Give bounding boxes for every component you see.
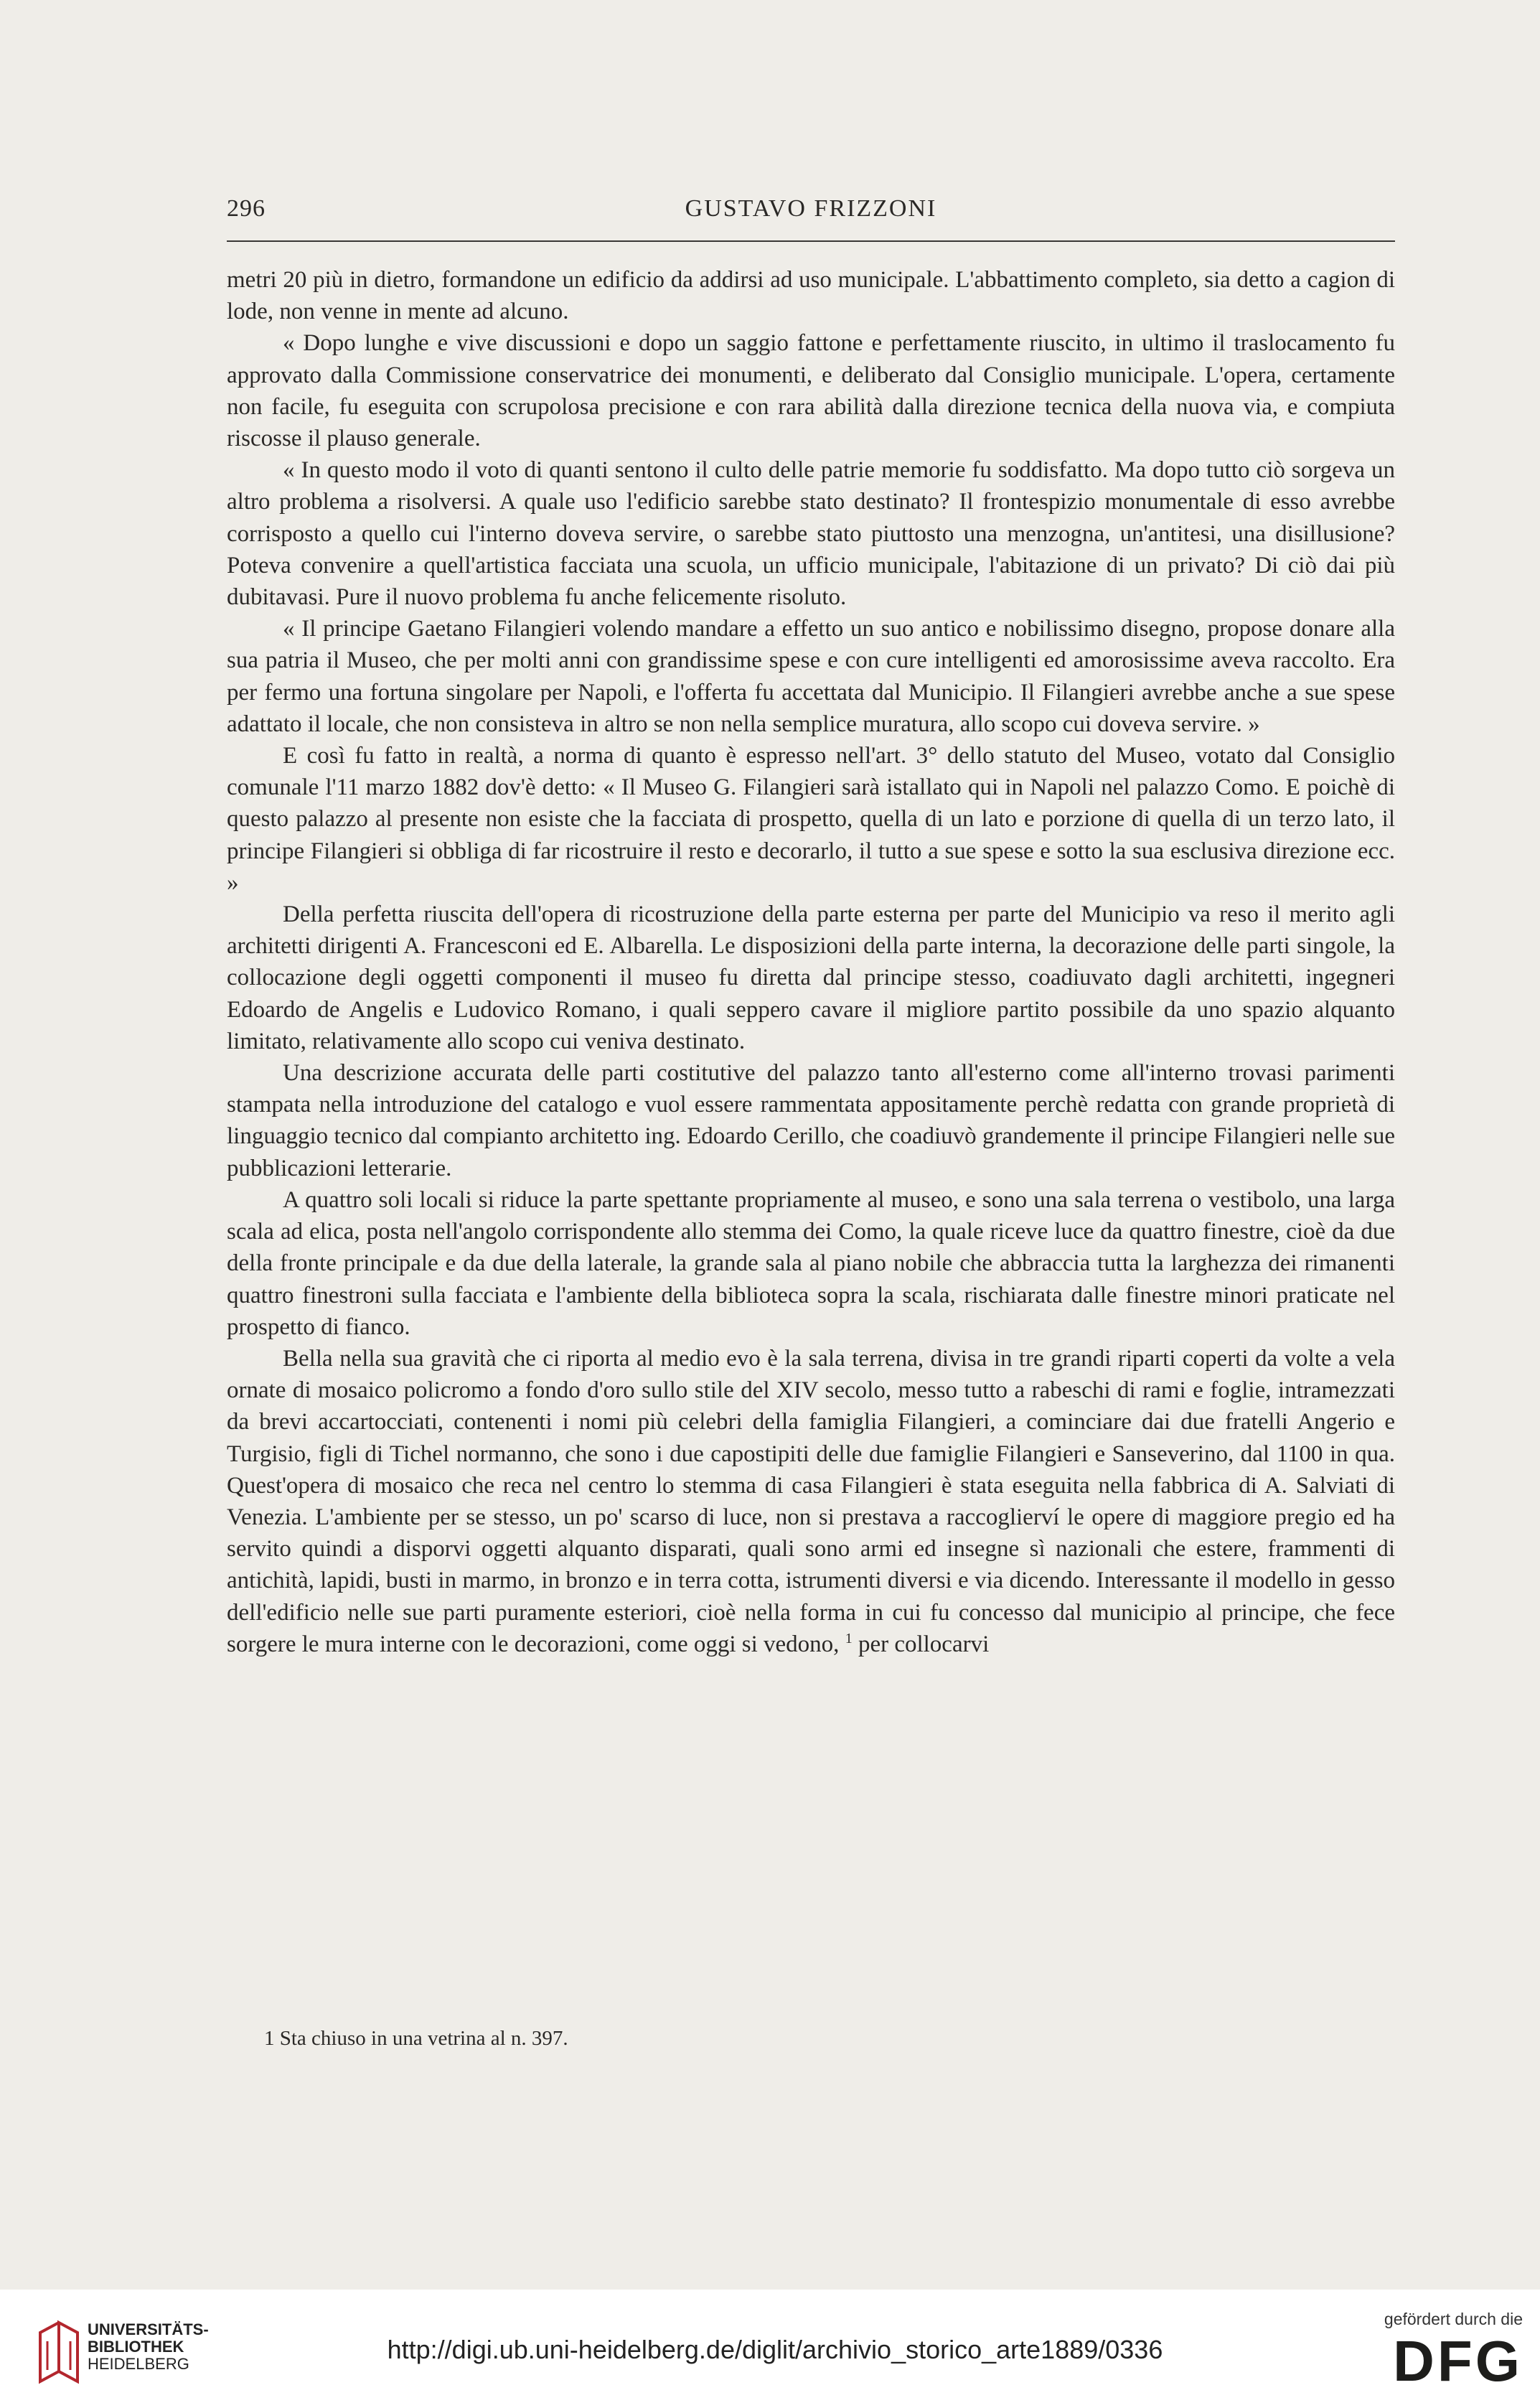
library-name-line: HEIDELBERG [88, 2355, 189, 2373]
funding-note: gefördert durch die [1384, 2310, 1523, 2328]
paragraph-last [227, 1343, 1395, 1660]
header-rule [227, 240, 1395, 242]
funding-block [1372, 2310, 1523, 2394]
permalink-url[interactable]: http://digi.ub.uni-heidelberg.de/diglit/archivio_storico_arte1889/0336 [387, 2335, 1163, 2364]
library-name-line: BIBLIOTHEK [88, 2338, 184, 2356]
paragraph: metri 20 più in dietro, formandone un edificio da addirsi ad uso municipale. L'abbattimento completo, sia detto a cagion di lode, non venne in mente ad alcuno. [227, 267, 1395, 325]
digitization-footer [0, 2290, 1540, 2408]
paragraph: E così fu fatto in realtà, a norma di quanto è espresso nell'art. 3° dello statuto del Museo, votato dal Consiglio comunale l'11 marzo 1882 dov'è detto: « Il Museo G. Filangieri sarà istallato qui in Napoli nel palazzo Como. E poichè di questo palazzo al presente non esiste che la facciata di prospetto, quella di un lato e porzione di quella di un terzo lato, il principe Filangieri si obbliga di far ricostruire il resto e decorarlo, il tutto a sue spese e sotto la sua esclusiva direzione ecc. » [227, 743, 1395, 896]
paragraph: « Dopo lunghe e vive discussioni e dopo un saggio fattone e perfettamente riuscito, in ultimo il traslocamento fu approvato dalla Commissione conservatrice dei monumenti, e deliberato dal Consiglio municipale. L'opera, certamente non facile, fu eseguita con scrupolosa precisione e con rara abilità dalla direzione tecnica della nuova via, e compiuta riscosse il plauso generale. [227, 330, 1395, 452]
running-head-author: GUSTAVO FRIZZONI [685, 195, 937, 222]
library-logo-icon [37, 2320, 80, 2384]
paragraph: A quattro soli locali si riduce la parte spettante propriamente al museo, e sono una sala terrena o vestibolo, una larga scala ad elica, posta nell'angolo corrispondente allo stemma dei Como, la quale riceve luce da quattro finestre, cioè da due della fronte principale e da due della laterale, la grande sala al piano nobile che abbraccia tutta la larghezza dei rimanenti quattro finestroni sulla facciata e l'ambiente della biblioteca sopra la scala, rischiarata dalle finestre minori praticate nel prospetto di fianco. [227, 1186, 1395, 1340]
library-name-line: UNIVERSITÄTS- [88, 2320, 209, 2338]
footnote-marker: 1 [845, 1630, 853, 1646]
paragraph: Della perfetta riuscita dell'opera di ricostruzione della parte esterna per parte del Municipio va reso il merito agli architetti dirigenti A. Francesconi ed E. Albarella. Le disposizioni della parte interna, la decorazione delle parti singole, la collocazione degli oggetti componenti il museo fu diretta dal principe stesso, coadiuvato dagli architetti, ingegneri Edoardo de Angelis e Ludovico Romano, i quali seppero cavare il migliore partito possibile da uno spazio alquanto limitato, relativamente allo scopo cui veniva destinato. [227, 901, 1395, 1054]
paragraph-continuation: per collocarvi [858, 1631, 990, 1657]
footnote: 1 Sta chiuso in una vetrina al n. 397. [264, 2027, 568, 2050]
page-number: 296 [227, 195, 266, 222]
dfg-logo: DFG [1393, 2329, 1523, 2393]
running-head [227, 195, 1395, 231]
paragraph: « Il principe Gaetano Filangieri volendo mandare a effetto un suo antico e nobilissimo disegno, propose donare alla sua patria il Museo, che per molti anni con grandissime spese e con cure intelligenti ed amorosissime aveva raccolto. Era per fermo una fortuna singolare per Napoli, e l'offerta fu accettata dal Municipio. Il Filangieri avrebbe anche a sue spese adattato il locale, che non consisteva in altro se non nella semplice muratura, allo scopo cui doveva servire. » [227, 616, 1395, 737]
library-name [88, 2321, 209, 2373]
paragraph: Una descrizione accurata delle parti costitutive del palazzo tanto all'esterno come all'interno trovasi parimenti stampata nella introduzione del catalogo e vuol essere rammentata appositamente perchè redatta con grande proprietà di linguaggio tecnico dal compianto architetto ing. Edoardo Cerillo, che coadiuvò grandemente il principe Filangieri nelle sue pubblicazioni letterarie. [227, 1060, 1395, 1181]
paragraph: « In questo modo il voto di quanti sentono il culto delle patrie memorie fu soddisfatto. Ma dopo tutto ciò sorgeva un altro problema a risolversi. A quale uso l'edificio sarebbe stato destinato? Il frontespizio monumentale di esso avrebbe corrisposto a quello cui l'interno doveva servire, o sarebbe stato piuttosto una menzogna, un'antitesi, una disillusione? Poteva convenire a quell'artistica facciata una scuola, un ufficio municipale, l'abitazione di un privato? Di ciò dai più dubitavasi. Pure il nuovo problema fu anche felicemente risoluto. [227, 457, 1395, 611]
paragraph-text: Bella nella sua gravità che ci riporta al medio evo è la sala terrena, divisa in tre grandi riparti coperti da volte a vela ornate di mosaico policromo a fondo d'oro sullo stile del XIV secolo, messo tutto a rabeschi di rami e foglie, intramezzati da brevi accartocciati, contenenti i nomi più celebri della famiglia Filangieri, a cominciare dai due fratelli Angerio e Turgisio, figli di Tichel normanno, che sono i due capostipiti delle due famiglie Filangieri e Sanseverino, dal 1100 in qua. Quest'opera di mosaico che reca nel centro lo stemma di casa Filangieri è stata eseguita nella fabbrica di A. Salviati di Venezia. L'ambiente per se stesso, un po' scarso di luce, non si prestava a raccoglierví le opere di maggiore pregio ed ha servito quindi a disporvi oggetti alquanto disparati, quali sono armi ed insegne sì nazionali che estere, frammenti di antichità, lapidi, busti in marmo, in bronzo e in terra cotta, istrumenti diversi e via dicendo. Interessante il modello in gesso dell'edificio nelle sue parti puramente esteriori, cioè nella forma in cui fu concesso dal municipio al principe, che fece sorgere le mura interne con le decorazioni, come oggi si vedono, [227, 1345, 1395, 1657]
body-text [227, 264, 1395, 1660]
